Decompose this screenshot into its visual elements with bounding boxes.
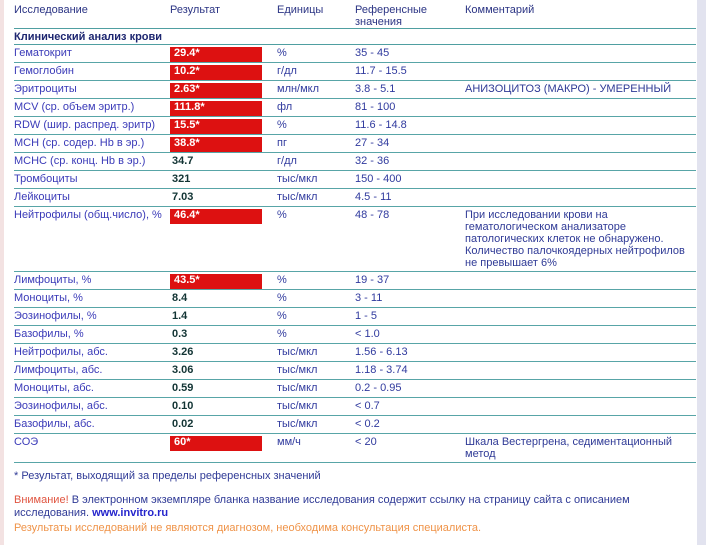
reference-range: 4.5 - 11: [355, 191, 392, 203]
comment: [465, 292, 696, 294]
units: %: [277, 274, 287, 286]
result-cell: [170, 418, 277, 432]
result-value: 29.4*: [170, 47, 262, 62]
result-value: 34.7: [172, 155, 194, 167]
reference-range: 48 - 78: [355, 209, 390, 221]
test-name: MCV (ср. объем эритр.): [14, 101, 135, 113]
result-value: 43.5*: [170, 274, 262, 289]
reference-range: 32 - 36: [355, 155, 390, 167]
table-row: [14, 189, 696, 207]
result-cell: [170, 346, 277, 360]
comment: [465, 400, 696, 402]
test-name: СОЭ: [14, 436, 39, 448]
comment: [465, 155, 696, 157]
units: пг: [277, 137, 287, 149]
result-cell: [170, 191, 277, 205]
result-value: 7.03: [172, 191, 194, 203]
test-name: Тромбоциты: [14, 173, 78, 185]
result-cell: [170, 436, 277, 451]
units: тыс/мкл: [277, 382, 318, 394]
test-name: MCH (ср. содер. Hb в эр.): [14, 137, 145, 149]
units: %: [277, 47, 287, 59]
reference-range: < 1.0: [355, 328, 380, 340]
comment: [465, 346, 696, 348]
table-row: [14, 308, 696, 326]
result-cell: [170, 400, 277, 414]
table-body: [14, 45, 696, 463]
units: тыс/мкл: [277, 191, 318, 203]
units: г/дл: [277, 155, 297, 167]
test-name: Гематокрит: [14, 47, 72, 59]
out-of-range-note: * Результат, выходящий за пределы референсных значений: [14, 470, 321, 482]
units: фл: [277, 101, 293, 113]
units: %: [277, 292, 287, 304]
reference-range: < 0.7: [355, 400, 380, 412]
table-row: [14, 290, 696, 308]
result-cell: [170, 274, 277, 289]
page-right-edge: [697, 0, 706, 545]
table-row: [14, 45, 696, 63]
result-cell: [170, 292, 277, 306]
result-cell: [170, 328, 277, 342]
reference-range: 11.6 - 14.8: [355, 119, 407, 131]
result-cell: [170, 209, 277, 224]
result-value: 46.4*: [170, 209, 262, 224]
result-value: 0.59: [172, 382, 194, 394]
units: г/дл: [277, 65, 297, 77]
reference-range: 1 - 5: [355, 310, 378, 322]
result-cell: [170, 173, 277, 187]
comment: [465, 137, 696, 139]
result-cell: [170, 310, 277, 324]
test-name: Лимфоциты, %: [14, 274, 92, 286]
reference-range: 35 - 45: [355, 47, 390, 59]
comment: [465, 101, 696, 103]
result-cell: [170, 101, 277, 116]
reference-range: 0.2 - 0.95: [355, 382, 402, 394]
table-row: [14, 153, 696, 171]
comment: Шкала Вестергрена, седиментационный метод: [465, 436, 672, 460]
comment: [465, 191, 696, 193]
result-value: 2.63*: [170, 83, 262, 98]
header-reference: Референсные значения: [355, 4, 428, 28]
table-row: [14, 99, 696, 117]
result-value: 38.8*: [170, 137, 262, 152]
reference-range: 19 - 37: [355, 274, 390, 286]
result-value: 3.26: [172, 346, 194, 358]
comment: При исследовании крови на гематологическом анализаторе патологических клеток не обнаружено. Количество палочкоядерных нейтрофилов не превышает 6%: [465, 209, 685, 269]
section-title: Клинический анализ крови: [14, 29, 696, 45]
result-cell: [170, 382, 277, 396]
units: мм/ч: [277, 436, 301, 448]
units: %: [277, 328, 287, 340]
table-row: [14, 380, 696, 398]
result-cell: [170, 119, 277, 134]
comment: [465, 364, 696, 366]
comment: [465, 310, 696, 312]
test-name: Моноциты, %: [14, 292, 83, 304]
table-row: [14, 344, 696, 362]
result-value: 0.3: [172, 328, 188, 340]
result-cell: [170, 364, 277, 378]
comment: [465, 119, 696, 121]
result-value: 8.4: [172, 292, 188, 304]
table-row: [14, 63, 696, 81]
disclaimer-text: Результаты исследований не являются диагнозом, необходима консультация специалиста.: [14, 522, 482, 534]
reference-range: < 0.2: [355, 418, 380, 430]
table-row: [14, 326, 696, 344]
comment: [465, 274, 696, 276]
table-row: [14, 117, 696, 135]
page-left-edge: [0, 0, 4, 545]
table-row: [14, 362, 696, 380]
result-value: 10.2*: [170, 65, 262, 80]
test-name: MCHC (ср. конц. Hb в эр.): [14, 155, 146, 167]
reference-range: 1.56 - 6.13: [355, 346, 408, 358]
units: тыс/мкл: [277, 364, 318, 376]
test-name: Эозинофилы, %: [14, 310, 97, 322]
comment: [465, 47, 696, 49]
result-value: 3.06: [172, 364, 194, 376]
result-cell: [170, 83, 277, 98]
test-name: Лимфоциты, абс.: [14, 364, 103, 376]
units: тыс/мкл: [277, 400, 318, 412]
comment: [465, 382, 696, 384]
table-row: [14, 434, 696, 463]
test-name: Гемоглобин: [14, 65, 74, 77]
attention-paragraph: [14, 494, 690, 520]
test-name: Лейкоциты: [14, 191, 70, 203]
attention-label: Внимание!: [14, 494, 69, 506]
table-row: [14, 135, 696, 153]
header-units: Единицы: [277, 4, 324, 16]
test-name: Эозинофилы, абс.: [14, 400, 108, 412]
result-cell: [170, 47, 277, 62]
test-name: Эритроциты: [14, 83, 77, 95]
reference-range: 3.8 - 5.1: [355, 83, 396, 95]
table-row: [14, 398, 696, 416]
table-row: [14, 81, 696, 99]
reference-range: < 20: [355, 436, 377, 448]
units: %: [277, 310, 287, 322]
test-name: Базофилы, %: [14, 328, 84, 340]
result-cell: [170, 65, 277, 80]
header-test: Исследование: [14, 4, 88, 16]
test-name: Нейтрофилы, абс.: [14, 346, 108, 358]
reference-range: 11.7 - 15.5: [355, 65, 407, 77]
comment: [465, 173, 696, 175]
lab-report-page: [14, 2, 696, 535]
reference-range: 27 - 34: [355, 137, 390, 149]
attention-text: В электронном экземпляре бланка название исследования содержит ссылку на страницу сайта с описанием исследования.: [14, 494, 630, 519]
result-cell: [170, 155, 277, 169]
result-value: 15.5*: [170, 119, 262, 134]
table-header-row: [14, 2, 696, 29]
result-value: 60*: [170, 436, 262, 451]
result-value: 111.8*: [170, 101, 262, 116]
reference-range: 150 - 400: [355, 173, 402, 185]
test-name: Моноциты, абс.: [14, 382, 94, 394]
table-row: [14, 207, 696, 272]
header-result: Результат: [170, 4, 221, 16]
result-value: 321: [172, 173, 191, 185]
test-name: Базофилы, абс.: [14, 418, 95, 430]
table-row: [14, 272, 696, 290]
invitro-link[interactable]: www.invitro.ru: [92, 507, 169, 519]
test-name: RDW (шир. распред. эритр): [14, 119, 156, 131]
comment: [465, 65, 696, 67]
reference-range: 1.18 - 3.74: [355, 364, 408, 376]
result-value: 1.4: [172, 310, 188, 322]
comment: АНИЗОЦИТОЗ (МАКРО) - УМЕРЕННЫЙ: [465, 83, 672, 95]
reference-range: 3 - 11: [355, 292, 383, 304]
reference-range: 81 - 100: [355, 101, 396, 113]
table-row: [14, 416, 696, 434]
units: %: [277, 119, 287, 131]
units: тыс/мкл: [277, 418, 318, 430]
comment: [465, 328, 696, 330]
units: тыс/мкл: [277, 173, 318, 185]
test-name: Нейтрофилы (общ.число), %: [14, 209, 162, 221]
header-comment: Комментарий: [465, 4, 535, 16]
result-value: 0.02: [172, 418, 194, 430]
units: млн/мкл: [277, 83, 320, 95]
units: тыс/мкл: [277, 346, 318, 358]
result-value: 0.10: [172, 400, 194, 412]
comment: [465, 418, 696, 420]
result-cell: [170, 137, 277, 152]
units: %: [277, 209, 287, 221]
table-row: [14, 171, 696, 189]
